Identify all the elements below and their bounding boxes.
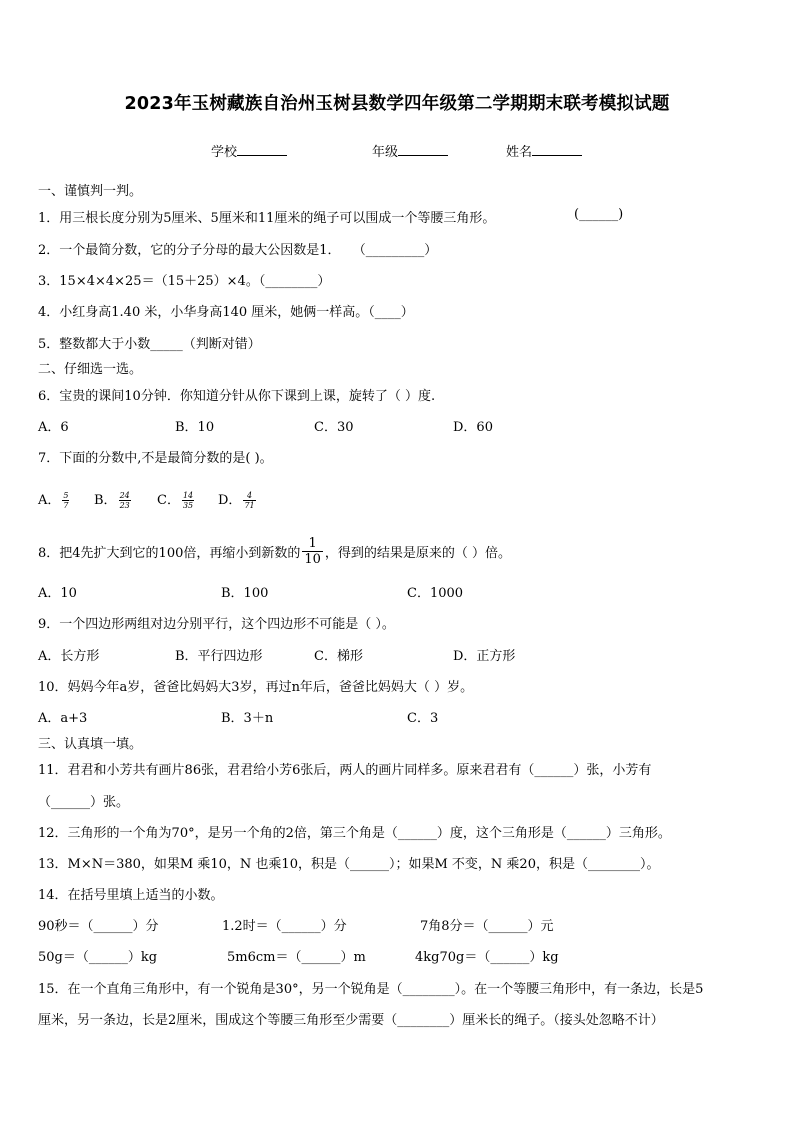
option-c[interactable]: C．1000 — [407, 586, 464, 601]
school-field[interactable] — [211, 141, 287, 160]
option-a[interactable] — [38, 489, 71, 510]
conversion-item[interactable]: 5m6cm＝（______）m — [227, 950, 366, 965]
option-label: B． — [94, 493, 117, 508]
option-label: C． — [157, 493, 180, 508]
section-2-heading: 二、仔细选一选。 — [38, 362, 143, 377]
question-11-line-1: 11．君君和小芳共有画片86张，君君给小芳6张后，两人的画片同样多。原来君君有（______）张，小芳有 — [38, 763, 652, 778]
numerator: 4 — [246, 491, 253, 500]
grade-field[interactable] — [372, 141, 448, 160]
question-15-line-1: 15．在一个直角三角形中，有一个锐角是30°，另一个锐角是（________）。在一个等腰三角形中，有一条边，长是5 — [38, 982, 704, 997]
name-label: 姓名 — [506, 145, 533, 160]
conversion-item[interactable]: 90秒＝（______）分 — [38, 919, 159, 934]
question-8-text-a: 8．把4先扩大到它的100倍，再缩小到新数的 — [38, 546, 301, 561]
option-b[interactable]: B．平行四边形 — [175, 649, 263, 664]
denominator: 71 — [244, 501, 255, 510]
option-d[interactable]: D．正方形 — [453, 649, 516, 664]
option-c[interactable] — [157, 489, 196, 510]
denominator: 23 — [119, 501, 130, 510]
question-8-text-b: ，得到的结果是原来的（ ）倍。 — [324, 546, 512, 561]
question-8-options — [0, 582, 794, 600]
denominator: 7 — [63, 501, 69, 510]
denominator: 35 — [182, 501, 194, 510]
grade-label: 年级 — [372, 145, 399, 160]
question-9: 9．一个四边形两组对边分别平行，这个四边形不可能是（ ）。 — [38, 617, 395, 632]
question-6: 6．宝贵的课间10分钟．你知道分针从你下课到上课，旋转了（ ）度. — [38, 389, 436, 404]
question-1-answer[interactable]: (______) — [574, 207, 624, 222]
question-5: 5．整数都大于小数_____（判断对错） — [38, 337, 261, 352]
question-11-line-2: （______）张。 — [38, 795, 130, 810]
option-b[interactable]: B．10 — [175, 420, 215, 435]
fraction — [119, 491, 131, 510]
conversion-item[interactable]: 4kg70g＝（______）kg — [415, 950, 559, 965]
question-15-line-2: 厘米，另一条边，长是2厘米，围成这个等腰三角形至少需要（________）厘米长的绳子。（接头处忽略不计） — [38, 1013, 664, 1028]
name-field[interactable] — [506, 141, 582, 160]
fraction — [302, 536, 323, 567]
question-7-options — [0, 489, 794, 519]
question-7: 7．下面的分数中,不是最简分数的是( )。 — [38, 451, 273, 466]
option-b[interactable]: B．100 — [221, 586, 269, 601]
question-13: 13．M×N＝380，如果M 乘10，N 也乘10，积是（______）；如果M 不变，N 乘20，积是（________）。 — [38, 857, 660, 872]
question-4: 4．小红身高1.40 米，小华身高140 厘米，她俩一样高。（____） — [38, 305, 414, 320]
numerator: 24 — [119, 491, 130, 500]
question-6-options — [0, 416, 794, 434]
numerator: 1 — [308, 536, 317, 551]
section-1-heading: 一、谨慎判一判。 — [38, 184, 143, 199]
question-14-row-2 — [0, 946, 794, 964]
page-title: 2023年玉树藏族自治州玉树县数学四年级第二学期期末联考模拟试题 — [124, 94, 670, 114]
conversion-item[interactable]: 1.2时＝（______）分 — [222, 919, 347, 934]
conversion-item[interactable]: 7角8分＝（______）元 — [420, 919, 554, 934]
denominator: 10 — [304, 552, 321, 567]
option-d[interactable] — [218, 489, 258, 510]
question-10: 10．妈妈今年a岁，爸爸比妈妈大3岁，再过n年后，爸爸比妈妈大（ ）岁。 — [38, 680, 474, 695]
option-label: A． — [38, 493, 61, 508]
section-3-heading: 三、认真填一填。 — [38, 737, 143, 752]
fraction — [243, 491, 255, 510]
option-c[interactable]: C．梯形 — [314, 649, 363, 664]
question-10-options — [0, 707, 794, 725]
question-2 — [38, 239, 437, 258]
question-14-row-1 — [0, 915, 794, 933]
option-d[interactable]: D．60 — [453, 420, 493, 435]
question-9-options — [0, 645, 794, 663]
option-c[interactable]: C．30 — [314, 420, 354, 435]
option-a[interactable]: A．6 — [38, 420, 69, 435]
question-3: 3．15×4×4×25＝（15＋25）×4。（________） — [38, 274, 331, 289]
question-1: 1．用三根长度分别为5厘米、5厘米和11厘米的绳子可以围成一个等腰三角形。 — [38, 211, 496, 226]
question-2-answer[interactable]: （_________） — [352, 243, 438, 258]
question-8 — [38, 538, 511, 569]
fraction — [182, 491, 194, 510]
question-2-text: 2．一个最简分数，它的分子分母的最大公因数是1． — [38, 243, 341, 258]
question-12: 12．三角形的一个角为70°，是另一个角的2倍，第三个角是（______）度，这个三角形是（______）三角形。 — [38, 826, 671, 841]
option-c[interactable]: C．3 — [407, 711, 439, 726]
option-a[interactable]: A．a+3 — [38, 711, 88, 726]
option-b[interactable]: B．3＋n — [221, 711, 274, 726]
question-14: 14．在括号里填上适当的小数。 — [38, 888, 224, 903]
school-label: 学校 — [211, 145, 238, 160]
numerator: 5 — [63, 491, 69, 500]
option-b[interactable] — [94, 489, 133, 510]
fraction — [62, 491, 69, 510]
option-a[interactable]: A．长方形 — [38, 649, 100, 664]
conversion-item[interactable]: 50g＝（______）kg — [38, 950, 158, 965]
option-label: D． — [218, 493, 242, 508]
option-a[interactable]: A．10 — [38, 586, 77, 601]
numerator: 14 — [182, 491, 194, 500]
